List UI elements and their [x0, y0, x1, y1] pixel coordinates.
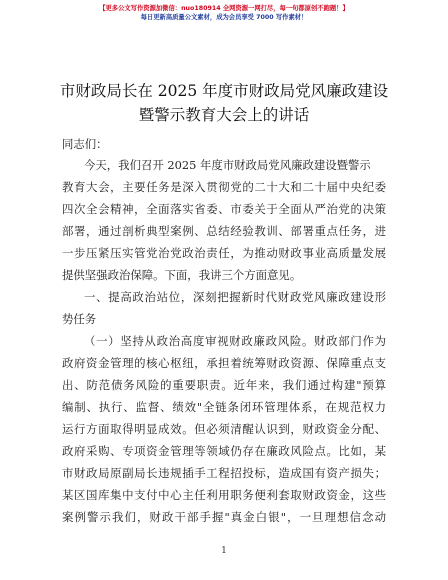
- promo-line-2: 每日更新高质量公文素材，成为会员享受 7000 写作素材！: [140, 14, 308, 21]
- section-heading-line: 一、提高政治站位，深刻把握新时代财政党风廉政建设形: [84, 290, 386, 304]
- para2-line: 政府资金管理的核心枢纽，承担着统筹财政资源、保障重点支: [62, 356, 386, 370]
- para2-line: 案例警示我们，财政干部手握"真金白银"，一旦理想信念动: [62, 510, 386, 524]
- para2-line: （一）坚持从政治高度审视财政廉政风险。财政部门作为: [84, 334, 386, 348]
- para2-line: 编制、执行、监督、绩效"全链条闭环管理体系，在规范权力: [62, 400, 386, 414]
- para2-line: 市财政局原副局长违规插手工程招投标，造成国有资产损失；: [62, 466, 386, 480]
- para1-line: 提供坚强政治保障。下面，我讲三个方面意见。: [62, 268, 302, 282]
- salutation: 同志们：: [62, 137, 108, 151]
- section-heading-line: 势任务: [62, 312, 97, 326]
- para1-line: 部署，通过剖析典型案例、总结经验教训、部署重点任务，进: [62, 224, 386, 238]
- para2-line: 政府采购、专项资金管理等领域仍存在廉政风险点。比如，某: [62, 444, 386, 458]
- para1-line: 一步压紧压实管党治党政治责任，为推动财政事业高质量发展: [62, 246, 386, 260]
- promo-line-1: 【更多公文写作资源加微信：nuo180914 全网资源一网打尽，每一句都原创不跑题！】: [99, 5, 349, 12]
- para2-line: 出、防范债务风险的重要职责。近年来，我们通过构建"预算: [62, 378, 386, 392]
- promo-banner: [0, 4, 448, 22]
- para1-line: 教育大会，主要任务是深入贯彻党的二十大和二十届中央纪委: [62, 180, 386, 194]
- para2-line: 某区国库集中支付中心主任利用职务便利套取财政资金，这些: [62, 488, 386, 502]
- document-title-line-1: 市财政局长在 2025 年度市财政局党风廉政建设: [59, 82, 389, 100]
- para2-line: 运行方面取得明显成效。但必须清醒认识到，财政资金分配、: [62, 422, 386, 436]
- para1-line: 四次全会精神，全面落实省委、市委关于全面从严治党的决策: [62, 202, 386, 216]
- document-title-line-2: 暨警示教育大会上的讲话: [138, 106, 310, 124]
- para1-line: 今天，我们召开 2025 年度市财政局党风廉政建设暨警示: [84, 158, 371, 172]
- page-number: 1: [221, 546, 227, 556]
